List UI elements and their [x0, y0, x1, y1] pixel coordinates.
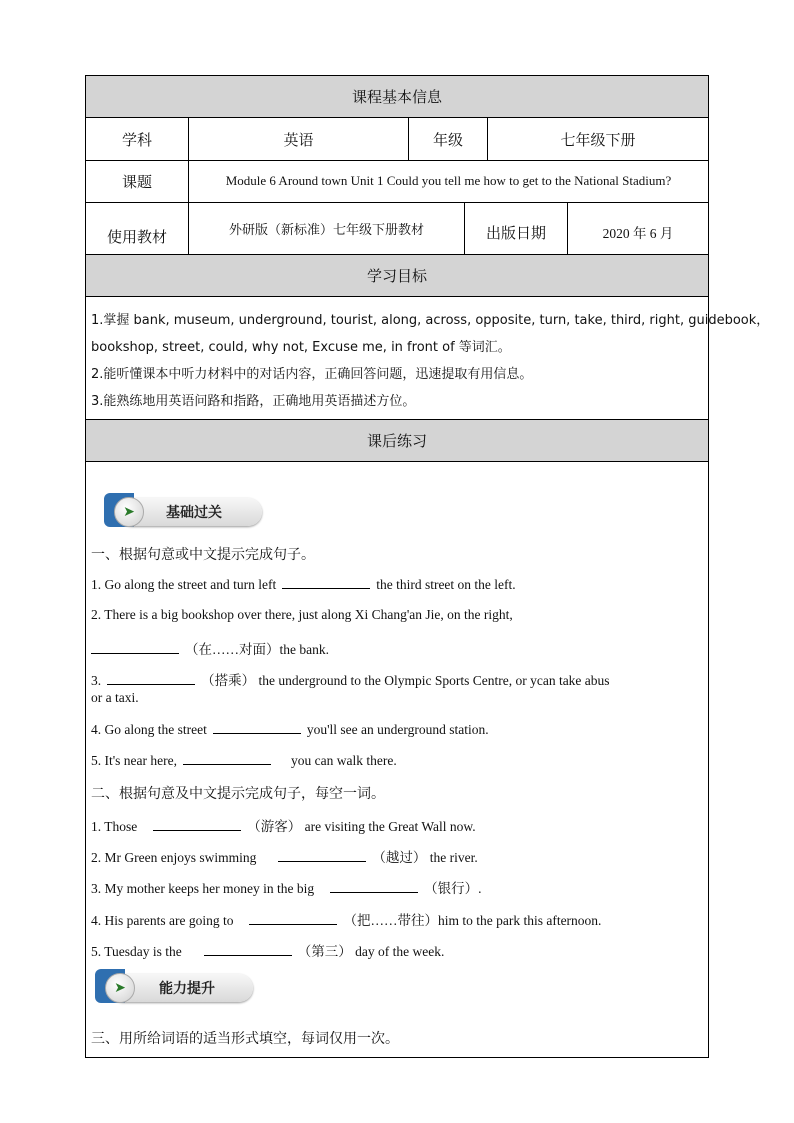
goal-line-2: bookshop, street, could, why not, Excuse me, in front of 等词汇。 [91, 340, 511, 355]
answer-blank[interactable] [153, 818, 241, 831]
grade-value: 七年级下册 [560, 130, 636, 149]
section2-title: 二、根据句意及中文提示完成句子，每空一词。 [91, 786, 385, 802]
s1-question-1: 1. Go along the street and turn left the third street on the left. [91, 577, 516, 592]
date-label: 出版日期 [485, 223, 546, 242]
subject-value: 英语 [283, 130, 314, 149]
advanced-badge [95, 973, 255, 1003]
answer-blank[interactable] [213, 721, 301, 734]
answer-blank[interactable] [204, 943, 292, 956]
section3-title: 三、用所给词语的适当形式填空，每词仅用一次。 [91, 1031, 399, 1047]
goal-line-1: 1.掌握 bank, museum, underground, tourist, along, across, opposite, turn, take, third, right, guidebook， [91, 313, 770, 328]
goal-line-3: 2.能听懂课本中听力材料中的对话内容，正确回答问题，迅速提取有用信息。 [91, 367, 533, 382]
date-value: 2020 年 6 月 [602, 226, 674, 241]
answer-blank[interactable] [183, 752, 271, 765]
s1-question-4: 4. Go along the street you'll see an underground station. [91, 722, 489, 737]
advanced-badge-label: 能力提升 [159, 981, 215, 997]
goals-header: 学习目标 [86, 255, 708, 297]
textbook-label: 使用教材 [106, 227, 167, 246]
s1-question-3-cont: or a taxi. [91, 690, 139, 705]
s1-question-5: 5. It's near here, you can walk there. [91, 753, 397, 768]
basic-badge [104, 497, 264, 527]
s1-question-2: 2. There is a big bookshop over there, just along Xi Chang'an Jie, on the right, [91, 607, 513, 622]
topic-label: 课题 [121, 172, 152, 191]
answer-blank[interactable] [107, 672, 195, 685]
s2-question-4: 4. His parents are going to （把……带往）him to the park this afternoon. [91, 913, 602, 928]
s2-question-2: 2. Mr Green enjoys swimming （越过） the river. [91, 850, 478, 865]
section1-title: 一、根据句意或中文提示完成句子。 [91, 547, 315, 563]
answer-blank[interactable] [249, 912, 337, 925]
grade-label: 年级 [432, 130, 463, 149]
course-info-header: 课程基本信息 [86, 76, 708, 118]
runner-icon: ➤ [105, 973, 135, 1003]
basic-badge-label: 基础过关 [166, 505, 222, 521]
s2-question-1: 1. Those （游客） are visiting the Great Wall now. [91, 819, 476, 834]
topic-value: Module 6 Around town Unit 1 Could you tell me how to get to the National Stadium? [225, 173, 672, 188]
answer-blank[interactable] [282, 576, 370, 589]
answer-blank[interactable] [91, 641, 179, 654]
practice-header: 课后练习 [86, 420, 708, 462]
runner-icon: ➤ [114, 497, 144, 527]
subject-label: 学科 [121, 130, 152, 149]
s1-question-2-cont: （在……对面）the bank. [91, 638, 329, 658]
answer-blank[interactable] [330, 880, 418, 893]
textbook-value: 外研版（新标准）七年级下册教材 [228, 222, 424, 238]
answer-blank[interactable] [278, 849, 366, 862]
goal-line-4: 3.能熟练地用英语问路和指路，正确地用英语描述方位。 [91, 394, 416, 409]
s2-question-3: 3. My mother keeps her money in the big （银行）. [91, 881, 482, 896]
s1-question-3: 3. （搭乘） the underground to the Olympic Sports Centre, or ycan take abus [91, 673, 610, 688]
s2-question-5: 5. Tuesday is the （第三） day of the week. [91, 944, 445, 959]
